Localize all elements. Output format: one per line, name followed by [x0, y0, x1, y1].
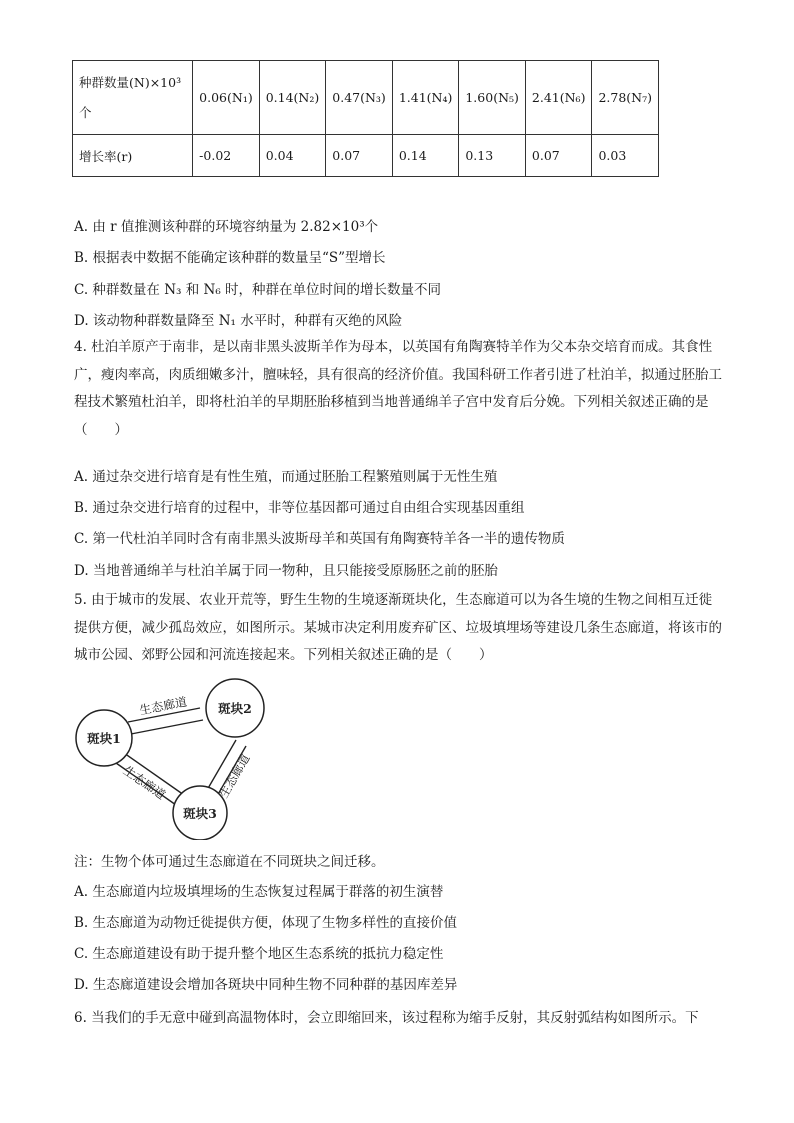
table-cell: 0.03 — [592, 135, 659, 177]
table-cell: 0.47(N₃) — [326, 61, 393, 135]
q4-option-a: A. 通过杂交进行培育是有性生殖，而通过胚胎工程繁殖则属于无性生殖 — [74, 469, 498, 485]
table-cell: 0.14(N₂) — [259, 61, 326, 135]
table-cell: 1.41(N₄) — [392, 61, 459, 135]
patch3-label: 斑块3 — [183, 806, 217, 821]
population-table — [72, 60, 659, 177]
row-header-line: 种群数量(N)×10³ — [79, 74, 182, 90]
q5-option-c: C. 生态廊道建设有助于提升整个地区生态系统的抵抗力稳定性 — [74, 946, 444, 962]
q5-option-a: A. 生态廊道内垃圾填埋场的生态恢复过程属于群落的初生演替 — [74, 884, 444, 900]
table-row — [73, 61, 659, 135]
patch2-label: 斑块2 — [218, 701, 252, 716]
table-row — [73, 135, 659, 177]
table-cell: -0.02 — [193, 135, 260, 177]
table-cell: 0.07 — [326, 135, 393, 177]
q5-note: 注：生物个体可通过生态廊道在不同斑块之间迁移。 — [74, 854, 385, 870]
q4-option-b: B. 通过杂交进行培育的过程中，非等位基因都可通过自由组合实现基因重组 — [74, 500, 525, 516]
q3-option-b: B. 根据表中数据不能确定该种群的数量呈“S”型增长 — [74, 250, 386, 266]
table-cell: 0.04 — [259, 135, 326, 177]
q4-option-d: D. 当地普通绵羊与杜泊羊属于同一物种，且只能接受原肠胚之前的胚胎 — [74, 563, 498, 579]
corridor-label-top: 生态廊道 — [138, 694, 189, 718]
table-cell: 0.07 — [525, 135, 592, 177]
q4-option-c: C. 第一代杜泊羊同时含有南非黑头波斯母羊和英国有角陶赛特羊各一半的遗传物质 — [74, 531, 565, 547]
q3-option-c: C. 种群数量在 N₃ 和 N₆ 时，种群在单位时间的增长数量不同 — [74, 282, 442, 298]
q5-option-d: D. 生态廊道建设会增加各斑块中同种生物不同种群的基因库差异 — [74, 977, 458, 993]
q5-option-b: B. 生态廊道为动物迁徙提供方便，体现了生物多样性的直接价值 — [74, 915, 458, 931]
row-header-population — [73, 61, 193, 135]
table-cell: 0.13 — [459, 135, 526, 177]
corridor-label-right: 生态廊道 — [216, 751, 253, 801]
table-cell: 2.41(N₆) — [525, 61, 592, 135]
patch1-label: 斑块1 — [87, 731, 121, 746]
row-header-growth-rate: 增长率(r) — [73, 135, 193, 177]
table-cell: 0.06(N₁) — [193, 61, 260, 135]
table-cell: 1.60(N₅) — [459, 61, 526, 135]
corridor-diagram-svg — [72, 678, 272, 840]
corridor-diagram — [72, 678, 272, 840]
corridor-label-left: 生态廊道 — [120, 763, 168, 803]
q3-option-d: D. 该动物种群数量降至 N₁ 水平时，种群有灭绝的风险 — [74, 313, 403, 329]
q4-stem: 4. 杜泊羊原产于南非，是以南非黑头波斯羊作为母本，以英国有角陶赛特羊作为父本杂交培育而成。其食性广，瘦肉率高，肉质细嫩多汁，膻味轻，具有很高的经济价值。我国科研工作者引进了杜泊羊，拟通过胚胎工程技术繁殖杜泊羊，即将杜泊羊的早期胚胎移植到当地普通绵羊子宫中发育后分娩。下列相关叙述正确的是（ ） — [74, 339, 722, 438]
q3-option-a: A. 由 r 值推测该种群的环境容纳量为 2.82×10³个 — [74, 219, 379, 235]
table-cell: 2.78(N₇) — [592, 61, 659, 135]
q6-stem: 6. 当我们的手无意中碰到高温物体时，会立即缩回来，该过程称为缩手反射，其反射弧结构如图所示。下 — [74, 1010, 699, 1026]
q5-stem: 5. 由于城市的发展、农业开荒等，野生生物的生境逐渐斑块化，生态廊道可以为各生境的生物之间相互迁徙提供方便，减少孤岛效应，如图所示。某城市决定利用废弃矿区、垃圾填埋场等建设几条生态廊道，将该市的城市公园、郊野公园和河流连接起来。下列相关叙述正确的是（ ） — [74, 592, 722, 663]
row-header-line: 个 — [79, 104, 92, 120]
table-cell: 0.14 — [392, 135, 459, 177]
